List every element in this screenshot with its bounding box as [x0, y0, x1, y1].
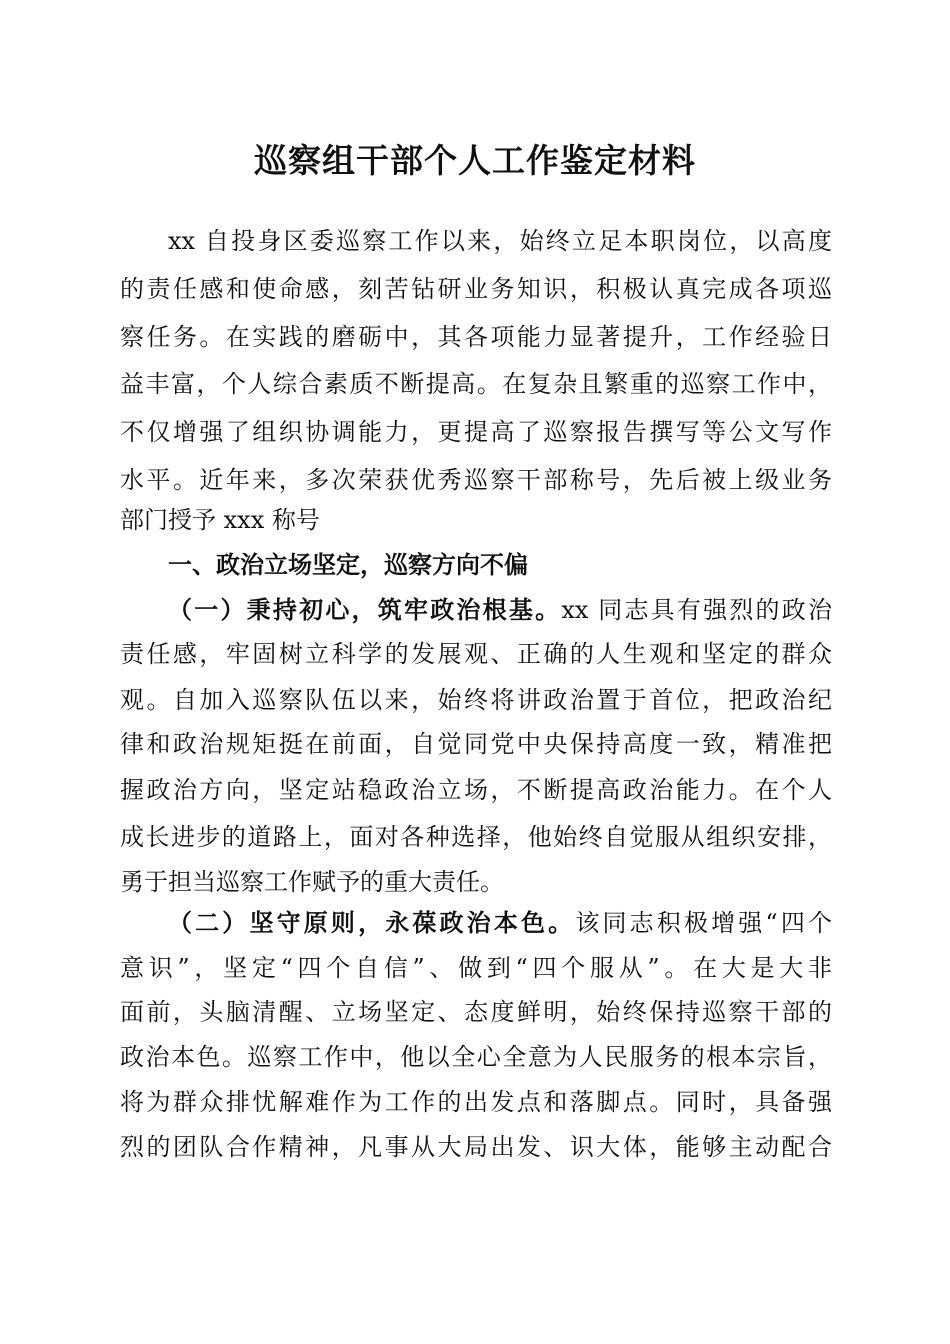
sub2-first-rest: 该同志积极增强“四个: [575, 909, 832, 937]
sub2-lead: （二）坚守原则，永葆政治本色。: [168, 908, 576, 937]
intro-line-5: 不仅增强了组织协调能力，更提高了巡察报告撰写等公文写作: [120, 418, 832, 446]
sub2-line-6: 烈的团队合作精神，凡事从大局出发、识大体，能够主动配合: [120, 1133, 832, 1161]
sub2-line-5: 将为群众排忧解难作为工作的出发点和落脚点。同时，具备强: [120, 1088, 832, 1116]
sub1-line-5: 握政治方向，坚定站稳政治立场，不断提高政治能力。在个人: [120, 776, 832, 804]
intro-line-6: 水平。近年来，多次荣获优秀巡察干部称号，先后被上级业务: [120, 466, 832, 494]
intro-line-4: 益丰富，个人综合素质不断提高。在复杂且繁重的巡察工作中，: [120, 370, 832, 398]
sub1-line-6: 成长进步的道路上，面对各种选择，他始终自觉服从组织安排，: [120, 823, 832, 851]
sub1-line-2: 责任感，牢固树立科学的发展观、正确的人生观和坚定的群众: [120, 640, 832, 668]
sub2-first-line: [120, 901, 832, 945]
sub1-line-3: 观。自加入巡察队伍以来，始终将讲政治置于首位，把政治纪: [120, 686, 832, 714]
sub1-line-4: 律和政治规矩挺在前面，自觉同党中央保持高度一致，精准把: [120, 730, 832, 758]
sub2-line-2: 意识”，坚定“四个自信”、做到“四个服从”。在大是大非: [120, 954, 832, 982]
sub1-first-rest: xx 同志具有强烈的政治: [561, 596, 832, 624]
document-title: 巡察组干部个人工作鉴定材料: [254, 141, 696, 180]
intro-line-1: xx 自投身区委巡察工作以来，始终立足本职岗位，以高度: [168, 227, 832, 255]
section-heading-1: 一、政治立场坚定，巡察方向不偏: [168, 551, 528, 579]
intro-line-2: 的责任感和使命感，刻苦钻研业务知识，积极认真完成各项巡: [120, 275, 832, 303]
intro-line-3: 察任务。在实践的磨砺中，其各项能力显著提升，工作经验日: [120, 323, 832, 351]
sub1-line-7: 勇于担当巡察工作赋予的重大责任。: [120, 868, 504, 896]
intro-line-7: 部门授予 xxx 称号: [120, 506, 320, 534]
sub1-lead: （一）秉持初心，筑牢政治根基。: [168, 595, 562, 624]
sub1-first-line: [120, 588, 832, 632]
sub2-line-4: 政治本色。巡察工作中，他以全心全意为人民服务的根本宗旨，: [120, 1043, 832, 1071]
sub2-line-3: 面前，头脑清醒、立场坚定、态度鲜明，始终保持巡察干部的: [120, 998, 832, 1026]
